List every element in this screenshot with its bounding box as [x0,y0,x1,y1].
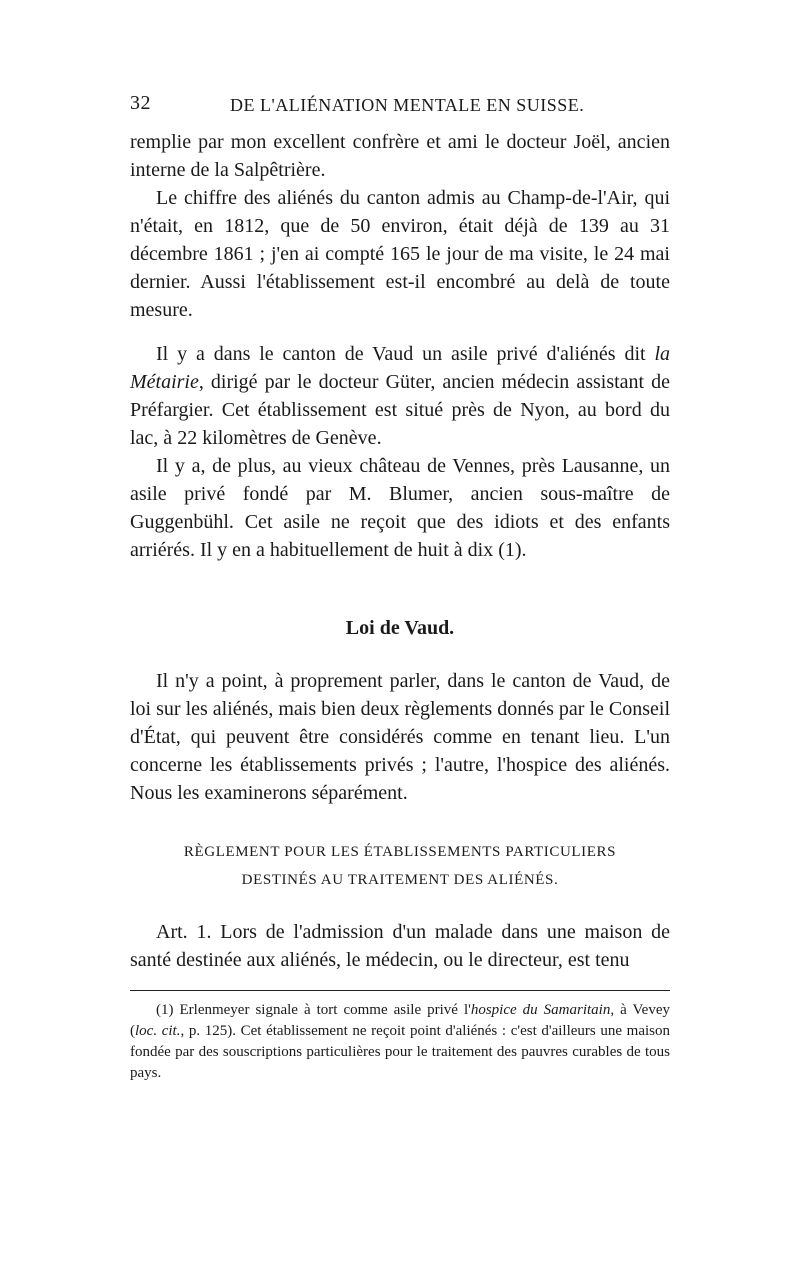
hospice-name: hospice du Samaritain [470,1002,611,1018]
body-block-3 [130,667,670,807]
body-block-4 [130,918,670,974]
asylum-name: la Métairie [130,343,670,393]
paragraph-statistics: Le chiffre des aliénés du canton admis au Champ-de-l'Air, qui n'était, en 1812, que de 50 environ, était déjà de 139 au 31 décembre 1861 ; j'en ai compté 165 le jour de ma visite, le 24 mai dernier. Aussi l'établissement est-il encombré au delà de toute mesure. [130,187,670,321]
regulation-heading-line-1: RÈGLEMENT POUR LES ÉTABLISSEMENTS PARTICULIERS [183,844,617,860]
footnote-rule [130,990,670,991]
paragraph-article-1: Art. 1. Lors de l'admission d'un malade dans une maison de santé destinée aux aliénés, le médecin, ou le directeur, est tenu [130,921,670,971]
paragraph-law: Il n'y a point, à proprement parler, dans le canton de Vaud, de loi sur les aliénés, mais bien deux règlements donnés par le Conseil d'État, qui peuvent être considérés comme en tenant lieu. L'un concerne les établissements privés ; l'autre, l'hospice des aliénés. Nous les examinerons séparément. [130,670,670,804]
body-block-2 [130,340,670,564]
paragraph-vennes: Il y a, de plus, au vieux château de Vennes, près Lausanne, un asile privé fondé par M. Blumer, ancien sous-maître de Guggenbühl. Cet asile ne reçoit que des idiots et des enfants arriérés. Il y en a habituellement de huit à dix (1). [130,455,670,561]
footnote [130,1000,670,1084]
regulation-heading [130,838,670,894]
page-header [130,92,670,122]
paragraph-metairie [130,340,670,452]
page-number: 32 [130,92,151,114]
text-run: , dirigé par le docteur Güter, ancien médecin assistant de Préfargier. Cet établissement est situé près de Nyon, au bord du lac, à 22 kilomètres de Genève. [130,371,670,449]
body-block-1 [130,128,670,324]
text-run: , à Vevey ( [130,1002,670,1039]
citation-abbrev: loc. cit. [135,1023,181,1039]
text-run: Il y a dans le canton de Vaud un asile privé d'aliénés dit [156,343,655,365]
text-run: (1) Erlenmeyer signale à tort comme asile privé l' [156,1002,471,1018]
paragraph-continuation: remplie par mon excellent confrère et ami le docteur Joël, ancien interne de la Salpêtrière. [130,131,670,181]
section-title: Loi de Vaud. [345,617,455,639]
footnote-text [130,1000,670,1084]
regulation-heading-line-2: DESTINÉS AU TRAITEMENT DES ALIÉNÉS. [241,872,559,888]
running-title: DE L'ALIÉNATION MENTALE EN SUISSE. [230,95,585,115]
text-run: , p. 125). Cet établissement ne reçoit point d'aliénés : c'est d'ailleurs une maison fondée par des souscriptions particulières pour le traitement des pauvres curables de tous pays. [130,1023,670,1081]
